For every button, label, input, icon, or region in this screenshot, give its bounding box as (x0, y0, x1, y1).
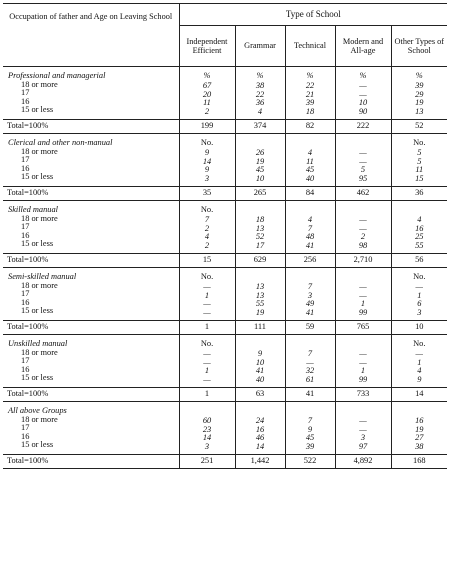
cell-value: 23 (202, 424, 212, 434)
cell-value: 55 (255, 299, 265, 308)
age-label: 17 (21, 222, 30, 231)
group-label-cell (3, 67, 179, 120)
cell-value: 25 (415, 232, 424, 241)
cell-value: 40 (255, 374, 265, 384)
age-label: 15 or less (21, 239, 54, 248)
cell-value: — (359, 148, 367, 157)
cell-value: 13 (255, 223, 265, 233)
total-row (3, 455, 447, 469)
cell-value: 14 (202, 156, 212, 166)
cell-value: 18 (255, 215, 265, 224)
cell-value: 13 (255, 290, 265, 300)
cell-value: 39 (305, 98, 315, 107)
value-cell (285, 201, 335, 254)
cell-value: 39 (415, 81, 424, 90)
total-value: 35 (179, 187, 235, 201)
value-cell (391, 201, 447, 254)
cell-value: 7 (307, 416, 313, 425)
cell-value: 7 (307, 282, 313, 291)
age-label: 18 or more (21, 146, 58, 156)
value-cell (285, 268, 335, 321)
total-value: 41 (285, 388, 335, 402)
cell-value: 10 (255, 173, 265, 183)
group-name: Unskilled manual (8, 339, 68, 348)
cell-value: 9 (417, 374, 422, 384)
total-value: 84 (285, 187, 335, 201)
total-value: 59 (285, 321, 335, 335)
total-value: 251 (179, 455, 235, 469)
age-label: 15 or less (21, 373, 54, 382)
age-label: 16 (21, 364, 30, 374)
cell-value: 19 (255, 307, 265, 317)
cell-value: 1 (204, 290, 210, 300)
cell-value: 19 (255, 156, 265, 166)
unit-label: % (359, 71, 367, 80)
group-block (3, 268, 447, 321)
total-value: 82 (285, 120, 335, 134)
cell-value: 17 (255, 240, 265, 250)
age-label: 16 (21, 163, 30, 173)
cell-value: 41 (305, 240, 315, 250)
cell-value: 11 (306, 156, 314, 166)
cell-value: — (359, 290, 367, 300)
cell-value: — (359, 156, 367, 166)
cell-value: 22 (305, 81, 315, 90)
total-value: 63 (235, 388, 285, 402)
cell-value: 4 (417, 366, 422, 375)
group-label-cell (3, 335, 179, 388)
cell-value: — (203, 307, 211, 317)
cell-value: 1 (360, 299, 366, 308)
group-name: All above Groups (8, 406, 67, 415)
total-value: 10 (391, 321, 447, 335)
cell-value: 1 (417, 357, 422, 367)
total-value: 111 (235, 321, 285, 335)
cell-value: — (359, 282, 367, 291)
column-header: Modern and All-age (335, 26, 391, 67)
row-header: Occupation of father and Age on Leaving School (3, 4, 179, 67)
total-row (3, 321, 447, 335)
group-block (3, 134, 447, 187)
cell-value: 5 (417, 156, 422, 166)
value-cell (179, 201, 235, 254)
age-label: 17 (21, 423, 30, 432)
total-value: 765 (335, 321, 391, 335)
unit-label: % (203, 71, 211, 80)
cell-value: 2 (204, 106, 210, 116)
cell-value: 9 (204, 165, 210, 174)
page (3, 3, 447, 564)
cell-value: 14 (202, 433, 212, 442)
cell-value: 45 (305, 165, 315, 174)
total-value: 1 (179, 321, 235, 335)
group-name: Skilled manual (8, 205, 59, 214)
cell-value: 21 (305, 89, 315, 99)
total-value: 374 (235, 120, 285, 134)
group-label-cell (3, 134, 179, 187)
group-name: Professional and managerial (8, 71, 106, 80)
cell-value: 97 (358, 441, 368, 451)
cell-value: — (359, 424, 367, 434)
unit-label: % (306, 71, 314, 80)
cell-value: 16 (415, 416, 424, 425)
value-cell (335, 268, 391, 321)
value-cell (285, 402, 335, 455)
value-cell (179, 134, 235, 187)
column-header: Independent Efficient (179, 26, 235, 67)
column-header: Other Types of School (391, 26, 447, 67)
cell-value: 45 (305, 433, 315, 442)
cell-value: 52 (255, 232, 265, 241)
cell-value: 7 (307, 349, 313, 358)
cell-value: 39 (305, 441, 315, 451)
total-value: 36 (391, 187, 447, 201)
age-label: 15 or less (21, 172, 54, 181)
value-cell (179, 402, 235, 455)
age-label: 18 or more (21, 213, 58, 223)
value-cell (179, 335, 235, 388)
cell-value: — (359, 81, 367, 90)
cell-value: 11 (415, 165, 424, 174)
total-row (3, 388, 447, 402)
cell-value: — (359, 416, 367, 425)
value-cell (335, 402, 391, 455)
cell-value: 4 (307, 215, 313, 224)
cell-value: — (203, 299, 211, 308)
cell-value: 26 (255, 148, 265, 157)
cell-value: 55 (415, 240, 424, 250)
cell-value: 2 (360, 232, 366, 241)
value-cell (235, 67, 285, 120)
cell-value: 4 (417, 215, 422, 224)
value-cell (235, 402, 285, 455)
cell-value: 2 (204, 223, 210, 233)
cell-value: 9 (257, 349, 263, 358)
total-label: Total=100% (3, 120, 179, 134)
cell-value: 19 (415, 424, 424, 434)
total-value: 15 (179, 254, 235, 268)
cell-value: 20 (202, 89, 212, 99)
cell-value: 38 (255, 81, 265, 90)
cell-value: 41 (305, 307, 315, 317)
cell-value: 9 (307, 424, 313, 434)
value-cell (391, 67, 447, 120)
total-label: Total=100% (3, 455, 179, 469)
cell-value: — (203, 357, 211, 367)
value-cell (391, 134, 447, 187)
age-label: 16 (21, 431, 30, 441)
cell-value: 3 (307, 290, 313, 300)
cell-value: 99 (358, 307, 368, 317)
total-value: 4,892 (335, 455, 391, 469)
value-cell (235, 134, 285, 187)
age-label: 15 or less (21, 440, 54, 449)
cell-value: — (306, 357, 314, 367)
cell-value: — (359, 215, 367, 224)
cell-value: 22 (255, 89, 265, 99)
cell-value: 1 (360, 366, 366, 375)
cell-value: 3 (360, 433, 366, 442)
value-cell (235, 201, 285, 254)
total-value: 168 (391, 455, 447, 469)
cell-value: 29 (415, 89, 424, 99)
cell-value: 40 (305, 173, 315, 183)
age-label: 16 (21, 297, 30, 307)
age-label: 17 (21, 155, 30, 164)
total-value: 256 (285, 254, 335, 268)
cell-value: 45 (255, 165, 265, 174)
cell-value: 99 (358, 374, 368, 384)
group-label-cell (3, 201, 179, 254)
cell-value: — (203, 374, 211, 384)
total-row (3, 254, 447, 268)
cell-value: 32 (305, 366, 315, 375)
value-cell (391, 402, 447, 455)
cell-value: 14 (255, 441, 265, 451)
total-label: Total=100% (3, 388, 179, 402)
cell-value: — (359, 357, 367, 367)
cell-value: 61 (305, 374, 315, 384)
total-value: 1,442 (235, 455, 285, 469)
value-cell (285, 335, 335, 388)
total-label: Total=100% (3, 254, 179, 268)
unit-label: No. (413, 339, 426, 348)
value-cell (391, 335, 447, 388)
age-label: 17 (21, 356, 30, 365)
cell-value: 24 (255, 416, 265, 425)
cell-value: 4 (257, 106, 263, 116)
cell-value: 27 (415, 433, 424, 442)
unit-label: No. (413, 138, 426, 147)
cell-value: — (359, 89, 367, 99)
table-body (3, 67, 447, 469)
total-value: 2,710 (335, 254, 391, 268)
value-cell (335, 201, 391, 254)
value-cell (285, 67, 335, 120)
group-label-cell (3, 402, 179, 455)
total-value: 1 (179, 388, 235, 402)
cell-value: — (359, 223, 367, 233)
cell-value: 13 (415, 106, 424, 116)
cell-value: 6 (417, 299, 422, 308)
total-value: 733 (335, 388, 391, 402)
cell-value: 1 (204, 366, 210, 375)
value-cell (285, 134, 335, 187)
value-cell (335, 134, 391, 187)
age-label: 16 (21, 96, 30, 106)
cell-value: 48 (305, 232, 315, 241)
cell-value: 38 (415, 441, 424, 451)
cell-value: 10 (358, 98, 368, 107)
cell-value: 16 (255, 424, 265, 434)
school-table (3, 3, 447, 469)
age-label: 18 or more (21, 414, 58, 424)
cell-value: 98 (358, 240, 368, 250)
group-block (3, 402, 447, 455)
total-label: Total=100% (3, 321, 179, 335)
group-block (3, 335, 447, 388)
total-value: 56 (391, 254, 447, 268)
cell-value: 19 (415, 98, 424, 107)
column-header: Grammar (235, 26, 285, 67)
value-cell (391, 268, 447, 321)
total-row (3, 187, 447, 201)
cell-value: 7 (204, 215, 210, 224)
cell-value: 41 (255, 366, 265, 375)
cell-value: 49 (305, 299, 315, 308)
unit-label: % (256, 71, 264, 80)
total-value: 14 (391, 388, 447, 402)
cell-value: 5 (360, 165, 366, 174)
value-cell (235, 268, 285, 321)
total-label: Total=100% (3, 187, 179, 201)
total-value: 522 (285, 455, 335, 469)
cell-value: 1 (417, 290, 422, 300)
unit-label: No. (200, 205, 214, 214)
cell-value: 3 (204, 441, 210, 451)
value-cell (235, 335, 285, 388)
total-value: 462 (335, 187, 391, 201)
column-header: Technical (285, 26, 335, 67)
unit-label: No. (200, 138, 214, 147)
group-block (3, 67, 447, 120)
cell-value: 5 (417, 148, 422, 157)
unit-label: % (415, 71, 423, 80)
cell-value: 18 (305, 106, 315, 116)
value-cell (179, 268, 235, 321)
cell-value: 36 (255, 98, 265, 107)
age-label: 18 or more (21, 347, 58, 357)
column-group-title: Type of School (179, 4, 447, 26)
unit-label: No. (413, 272, 426, 281)
cell-value: 13 (255, 282, 265, 291)
age-label: 18 or more (21, 79, 58, 89)
value-cell (335, 335, 391, 388)
cell-value: — (415, 349, 423, 358)
group-name: Semi-skilled manual (8, 272, 77, 281)
age-label: 15 or less (21, 306, 54, 315)
cell-value: 9 (204, 148, 210, 157)
cell-value: — (203, 349, 211, 358)
cell-value: 15 (415, 173, 424, 183)
cell-value: 3 (204, 173, 210, 183)
cell-value: 11 (203, 98, 211, 107)
cell-value: 60 (202, 416, 212, 425)
age-label: 16 (21, 230, 30, 240)
group-block (3, 201, 447, 254)
unit-label: No. (200, 339, 214, 348)
age-label: 17 (21, 289, 30, 298)
cell-value: 16 (415, 223, 424, 233)
cell-value: 4 (204, 232, 210, 241)
unit-label: No. (200, 272, 214, 281)
cell-value: 46 (255, 433, 265, 442)
value-cell (335, 67, 391, 120)
cell-value: 4 (307, 148, 313, 157)
total-value: 52 (391, 120, 447, 134)
age-label: 18 or more (21, 280, 58, 290)
cell-value: 2 (204, 240, 210, 250)
group-label-cell (3, 268, 179, 321)
cell-value: — (203, 282, 211, 291)
total-value: 222 (335, 120, 391, 134)
cell-value: 10 (255, 357, 265, 367)
total-value: 265 (235, 187, 285, 201)
group-name: Clerical and other non-manual (8, 138, 113, 147)
cell-value: — (415, 282, 423, 291)
cell-value: 3 (417, 307, 422, 317)
cell-value: 90 (358, 106, 368, 116)
age-label: 15 or less (21, 105, 54, 114)
cell-value: — (359, 349, 367, 358)
cell-value: 67 (202, 81, 212, 90)
cell-value: 7 (307, 223, 313, 233)
age-label: 17 (21, 88, 30, 97)
cell-value: 95 (358, 173, 368, 183)
value-cell (179, 67, 235, 120)
total-row (3, 120, 447, 134)
total-value: 629 (235, 254, 285, 268)
total-value: 199 (179, 120, 235, 134)
